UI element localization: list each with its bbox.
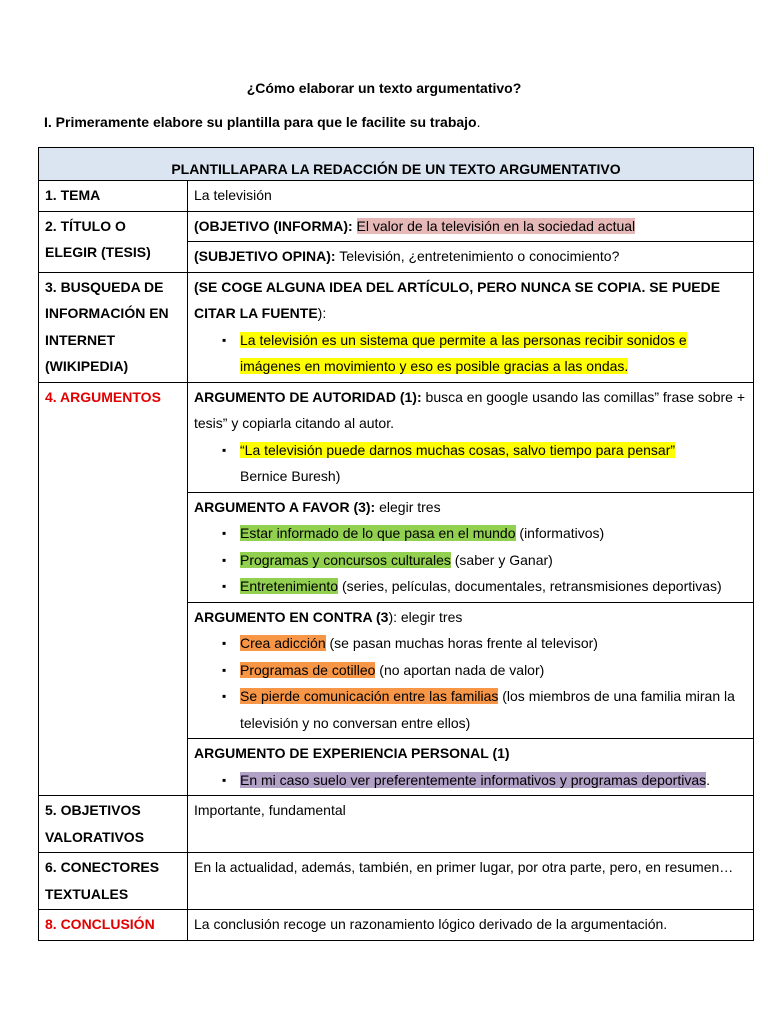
experiencia-heading: ARGUMENTO DE EXPERIENCIA PERSONAL (1) xyxy=(194,745,510,761)
list-item xyxy=(222,437,747,490)
favor-text: elegir tres xyxy=(379,498,441,515)
favor-list xyxy=(194,520,747,600)
plantilla-table xyxy=(38,147,754,941)
row-conectores xyxy=(39,853,754,910)
contra-item-rest: (los miembros de una familia miran la televisión y no conversan entre ellos) xyxy=(240,688,735,731)
busqueda-intro-end: ): xyxy=(317,305,327,321)
label-conectores: 6. CONECTORES TEXTUALES xyxy=(39,853,188,910)
contra-text: ): elegir tres xyxy=(388,608,463,625)
objetivo-label: (OBJETIVO (INFORMA): xyxy=(194,217,353,234)
autoridad-heading: ARGUMENTO DE AUTORIDAD (1): xyxy=(194,388,422,405)
row-tema xyxy=(39,181,754,212)
cell-contra xyxy=(188,602,754,739)
list-item xyxy=(222,767,747,794)
cell-favor xyxy=(188,492,754,602)
favor-item-hl: Programas y concursos culturales xyxy=(240,551,451,568)
row-conclusion xyxy=(39,910,754,941)
contra-item-hl: Crea adicción xyxy=(240,635,326,651)
value-conclusion: La conclusión recoge un razonamiento lógico derivado de la argumentación. xyxy=(188,910,754,941)
autoridad-quote: “La televisión puede darnos muchas cosas, salvo tiempo para pensar” xyxy=(240,441,676,458)
experiencia-end: . xyxy=(706,771,710,788)
favor-item-hl: Entretenimiento xyxy=(240,578,339,594)
busqueda-intro: (SE COGE ALGUNA IDEA DEL ARTÍCULO, PERO NUNCA SE COPIA. SE PUEDE CITAR LA FUENTE xyxy=(194,278,721,321)
contra-heading: ARGUMENTO EN CONTRA (3 xyxy=(194,608,389,625)
autoridad-text: busca en google usando las comillas” frase sobre + tesis” y copiarla citando al autor. xyxy=(194,388,745,431)
value-tema: La televisión xyxy=(188,181,754,212)
list-item xyxy=(222,657,747,684)
cell-autoridad xyxy=(188,382,754,492)
row-busqueda xyxy=(39,272,754,382)
cell-objetivo xyxy=(188,211,754,242)
favor-item-rest: (series, películas, documentales, retransmisiones deportivas) xyxy=(341,578,722,594)
label-titulo: 2. TÍTULO O ELEGIR (TESIS) xyxy=(39,211,188,272)
document-title: ¿Cómo elaborar un texto argumentativo? xyxy=(246,80,522,96)
list-item xyxy=(222,573,747,600)
row-autoridad xyxy=(39,382,754,492)
label-tema: 1. TEMA xyxy=(39,181,188,212)
favor-item-rest: (saber y Ganar) xyxy=(454,551,553,568)
contra-item-rest: (no aportan nada de valor) xyxy=(379,661,545,678)
contra-item-hl: Programas de cotilleo xyxy=(240,661,376,678)
list-item xyxy=(222,520,747,547)
objetivo-value: El valor de la televisión en la sociedad actual xyxy=(356,217,636,234)
autoridad-author: Bernice Buresh) xyxy=(240,468,341,484)
label-conclusion: 8. CONCLUSIÓN xyxy=(39,910,188,941)
intro-instruction xyxy=(44,114,480,130)
row-objetivos xyxy=(39,796,754,853)
label-objetivos: 5. OBJETIVOS VALORATIVOS xyxy=(39,796,188,853)
list-item xyxy=(222,630,747,657)
value-objetivos: Importante, fundamental xyxy=(188,796,754,853)
favor-item-rest: (informativos) xyxy=(519,525,605,541)
cell-subjetivo xyxy=(188,242,754,273)
subjetivo-label: (SUBJETIVO OPINA): xyxy=(194,248,336,264)
favor-heading: ARGUMENTO A FAVOR (3): xyxy=(194,498,376,515)
cell-experiencia xyxy=(188,739,754,796)
busqueda-bullet: La televisión es un sistema que permite a las personas recibir sonidos e imágenes en movimiento y eso es posible gracias a las ondas. xyxy=(240,331,687,374)
table-header-row xyxy=(39,148,754,181)
intro-text: I. Primeramente elabore su plantilla para que le facilite su trabajo xyxy=(44,114,477,130)
favor-item-hl: Estar informado de lo que pasa en el mundo xyxy=(240,525,516,541)
intro-end: . xyxy=(476,114,481,130)
contra-item-hl: Se pierde comunicación entre las familias xyxy=(240,688,499,704)
list-item xyxy=(222,683,747,736)
contra-item-rest: (se pasan muchas horas frente al televisor) xyxy=(329,635,598,651)
row-titulo-objetivo xyxy=(39,211,754,242)
list-item xyxy=(222,327,747,380)
autoridad-list xyxy=(194,437,747,490)
label-argumentos: 4. ARGUMENTOS xyxy=(39,382,188,796)
list-item xyxy=(222,547,747,574)
experiencia-list xyxy=(194,767,747,794)
table-header: PLANTILLAPARA LA REDACCIÓN DE UN TEXTO ARGUMENTATIVO xyxy=(39,148,754,181)
value-conectores: En la actualidad, además, también, en primer lugar, por otra parte, pero, en resumen… xyxy=(188,853,754,910)
cell-busqueda xyxy=(188,272,754,382)
label-busqueda: 3. BUSQUEDA DE INFORMACIÓN EN INTERNET (WIKIPEDIA) xyxy=(39,272,188,382)
busqueda-list xyxy=(194,327,747,380)
contra-list xyxy=(194,630,747,736)
experiencia-hl: En mi caso suelo ver preferentemente informativos y programas deportivas xyxy=(240,771,707,788)
subjetivo-value: Televisión, ¿entretenimiento o conocimiento? xyxy=(339,248,620,264)
